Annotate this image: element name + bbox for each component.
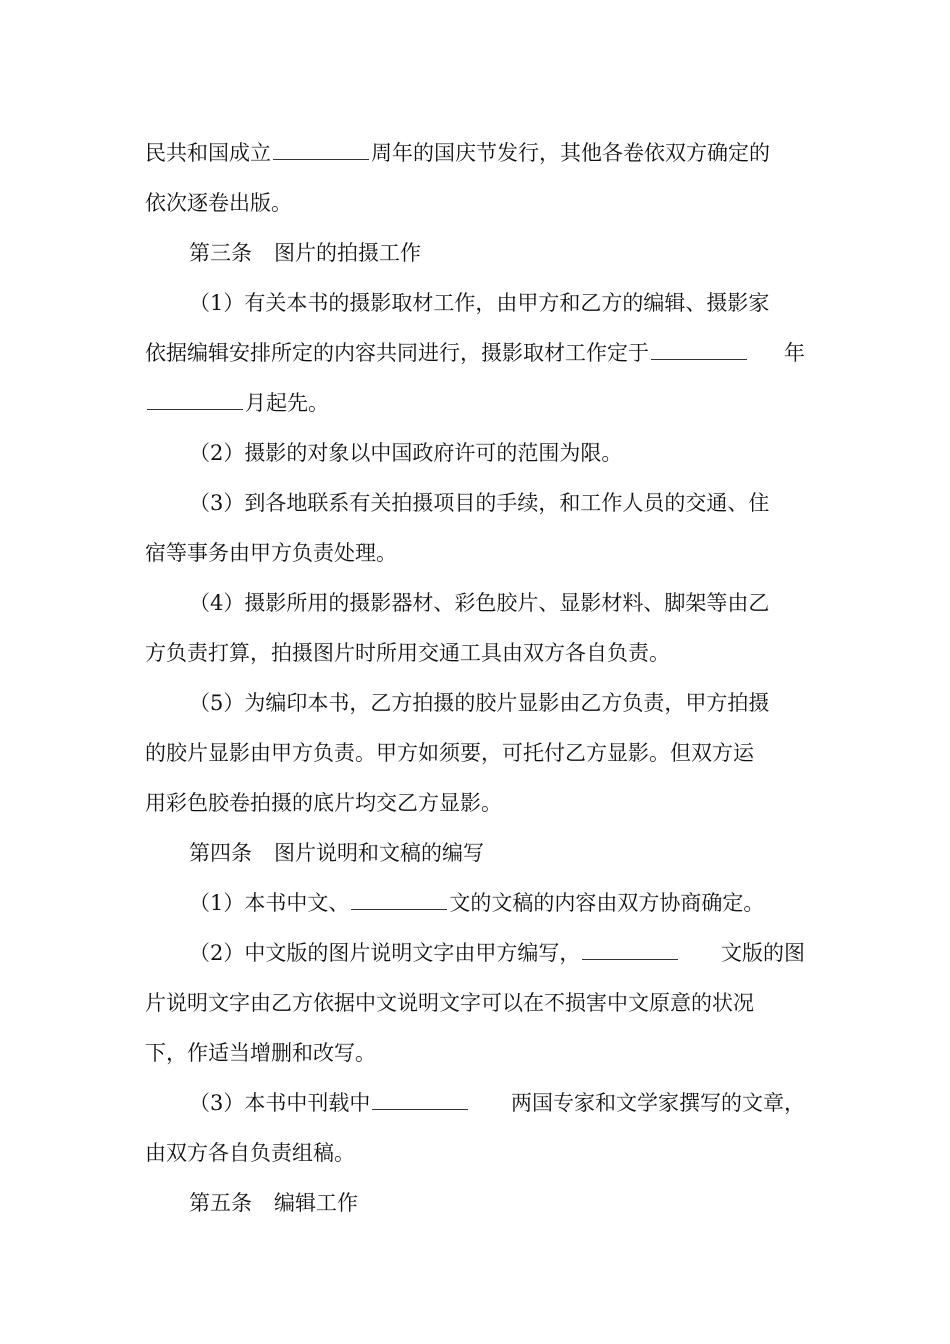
text-segment: （2）中文版的图片说明文字由甲方编写， — [189, 928, 680, 978]
document-page — [145, 128, 805, 1228]
article-title: 编辑工作 — [274, 1191, 358, 1215]
text-line: 片说明文字由乙方依据中文说明文字可以在不损害中文原意的状况 — [145, 991, 754, 1015]
fill-blank — [582, 941, 678, 960]
text-line: （4）摄影所用的摄影器材、彩色胶片、显影材料、脚架等由乙 — [189, 591, 770, 615]
text-line: （1）本书中文、 文的文稿的内容由双方协商确定。 — [189, 891, 765, 915]
article-heading-3 — [145, 228, 805, 278]
fill-blank — [147, 391, 243, 410]
fill-blank — [651, 341, 747, 360]
text-segment: （3）本书中刊载中 — [189, 1078, 470, 1128]
article-heading-5 — [145, 1178, 805, 1228]
text-line: 宿等事务由甲方负责处理。 — [145, 541, 397, 565]
text-line: 月起先。 — [145, 378, 805, 428]
text-segment: 民共和国成立 周年的国庆节发行，其他各卷依双方确定的 — [145, 141, 770, 165]
text-line — [145, 328, 805, 378]
text-line: 由双方各自负责组稿。 — [145, 1141, 355, 1165]
text-segment: 年 — [784, 341, 805, 365]
fill-blank — [273, 141, 369, 160]
article-number: 第三条 — [189, 241, 252, 265]
text-line: 下，作适当增删和改写。 — [145, 1041, 376, 1065]
article-heading-4 — [145, 828, 805, 878]
text-line: （2）摄影的对象以中国政府许可的范围为限。 — [189, 441, 623, 465]
text-line: （1）有关本书的摄影取材工作，由甲方和乙方的编辑、摄影家 — [189, 291, 770, 315]
article-number: 第五条 — [189, 1191, 252, 1215]
fill-blank — [372, 1091, 468, 1110]
text-segment: 依据编辑安排所定的内容共同进行，摄影取材工作定于 — [145, 328, 749, 378]
text-segment: 文版的图 — [721, 941, 805, 965]
text-line: （5）为编印本书，乙方拍摄的胶片显影由乙方负责，甲方拍摄 — [189, 691, 770, 715]
text-line — [145, 1078, 805, 1128]
fill-blank — [351, 891, 447, 910]
text-line: 依次逐卷出版。 — [145, 191, 292, 215]
article-title: 图片说明和文稿的编写 — [274, 841, 484, 865]
article-title: 图片的拍摄工作 — [274, 241, 421, 265]
text-line — [145, 128, 805, 178]
text-line: 方负责打算，拍摄图片时所用交通工具由双方各自负责。 — [145, 641, 670, 665]
text-line — [145, 928, 805, 978]
article-number: 第四条 — [189, 841, 252, 865]
text-line: （3）到各地联系有关拍摄项目的手续，和工作人员的交通、住 — [189, 491, 770, 515]
text-segment: 两国专家和文学家撰写的文章， — [511, 1091, 805, 1115]
text-line: 的胶片显影由甲方负责。甲方如须要，可托付乙方显影。但双方运 — [145, 741, 754, 765]
text-line: 用彩色胶卷拍摄的底片均交乙方显影。 — [145, 791, 502, 815]
